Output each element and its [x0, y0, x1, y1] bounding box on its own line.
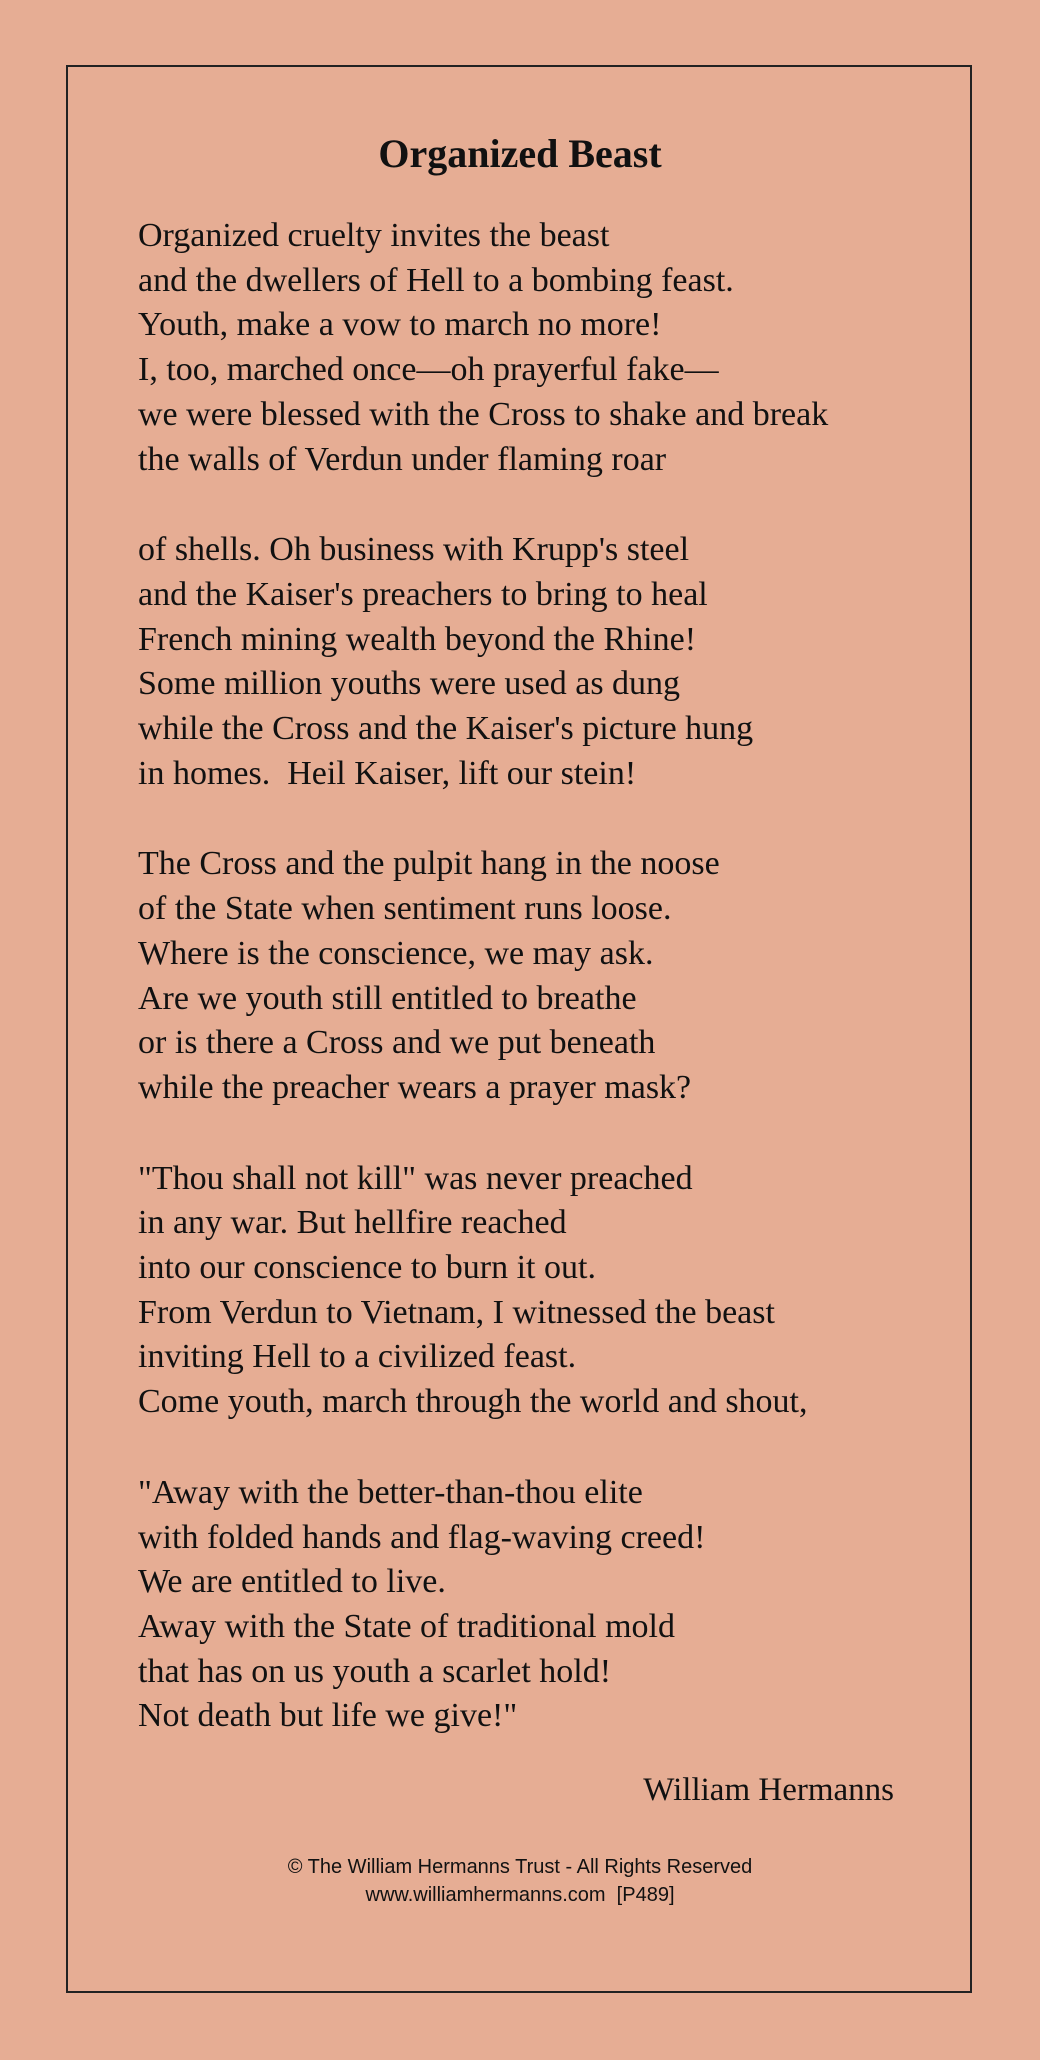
poem-line: and the Kaiser's preachers to bring to heal	[138, 575, 708, 613]
poem-line: I, too, marched once—oh prayerful fake—	[138, 351, 719, 389]
poem-line: into our conscience to burn it out.	[138, 1249, 596, 1287]
poem-line: Some million youths were used as dung	[138, 665, 681, 703]
poem-line: while the preacher wears a prayer mask?	[138, 1068, 692, 1106]
poem-line: with folded hands and flag-waving creed!	[138, 1518, 706, 1556]
poem-line: From Verdun to Vietnam, I witnessed the beast	[138, 1293, 775, 1331]
poem-line: Come youth, march through the world and shout,	[138, 1383, 808, 1421]
poem-line: Where is the conscience, we may ask.	[138, 934, 654, 972]
poem-line: "Thou shall not kill" was never preached	[138, 1159, 693, 1197]
poem-line: and the dwellers of Hell to a bombing feast.	[138, 261, 734, 299]
poem-line: we were blessed with the Cross to shake and break	[138, 395, 829, 433]
poem-line: in any war. But hellfire reached	[138, 1204, 567, 1242]
poem-line: of the State when sentiment runs loose.	[138, 890, 672, 928]
poem-line: or is there a Cross and we put beneath	[138, 1024, 656, 1062]
stanza-2	[138, 528, 958, 796]
stanza-1	[138, 214, 958, 482]
poem-line: Not death but life we give!"	[138, 1697, 518, 1735]
poem-line: the walls of Verdun under flaming roar	[138, 440, 667, 478]
stanza-4	[138, 1157, 958, 1425]
poem-line: Away with the State of traditional mold	[138, 1607, 675, 1645]
poem-line: Youth, make a vow to march no more!	[138, 306, 662, 344]
copyright-notice: © The William Hermanns Trust - All Rights Reserved	[287, 1856, 753, 1878]
poem-line: Are we youth still entitled to breathe	[138, 979, 637, 1017]
stanza-5	[138, 1471, 958, 1739]
poem-line: We are entitled to live.	[138, 1563, 446, 1601]
poem-line: inviting Hell to a civilized feast.	[138, 1338, 577, 1376]
poem-line: in homes. Heil Kaiser, lift our stein!	[138, 754, 637, 792]
website-link[interactable]: www.williamhermanns.com [P489]	[365, 1884, 675, 1906]
poem-line: that has on us youth a scarlet hold!	[138, 1652, 612, 1690]
poem-title: Organized Beast	[378, 131, 662, 176]
poem-line: The Cross and the pulpit hang in the noose	[138, 845, 720, 883]
poem-line: of shells. Oh business with Krupp's steel	[138, 531, 690, 569]
poem-line: French mining wealth beyond the Rhine!	[138, 620, 697, 658]
poem-body	[138, 214, 958, 1785]
poem-line: "Away with the better-than-thou elite	[138, 1473, 643, 1511]
poem-line: Organized cruelty invites the beast	[138, 217, 610, 254]
stanza-3	[138, 842, 958, 1110]
poem-line: while the Cross and the Kaiser's picture hung	[138, 710, 754, 748]
author-name: William Hermanns	[643, 1772, 894, 1808]
